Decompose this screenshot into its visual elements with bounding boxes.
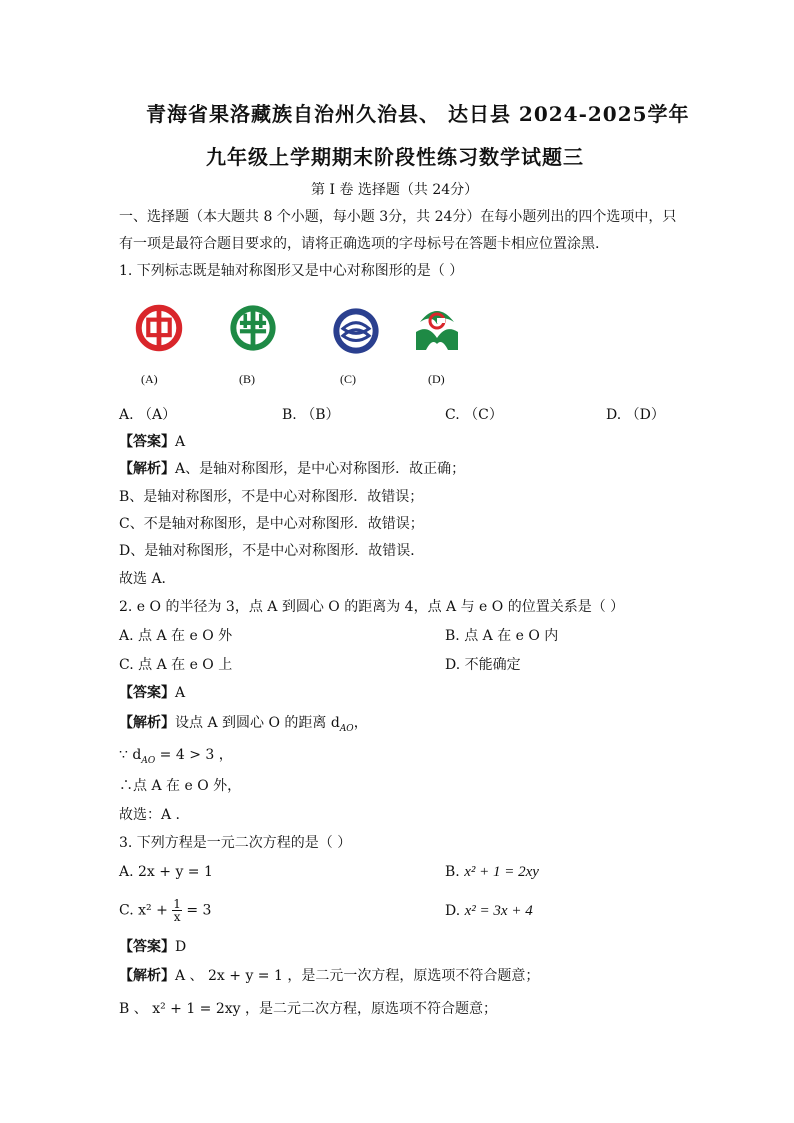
analysis-text-end: ， (353, 715, 368, 731)
q3-option-a: A. 2x + y = 1 (119, 864, 213, 880)
q2-analysis-1 (119, 713, 368, 739)
q2-option-c: C. 点 A 在 e O 上 (119, 657, 233, 673)
rural-credit-logo-icon (412, 302, 462, 352)
q2-conclusion: 故选：A . (119, 807, 181, 823)
q2-answer (119, 683, 185, 703)
question-3-stem: 3. 下列方程是一元二次方程的是（ ） (119, 835, 352, 851)
agricultural-bank-logo-icon (228, 303, 278, 353)
q3-option-c (119, 898, 211, 923)
q2-analysis-2 (119, 745, 233, 771)
fraction-numerator: 1 (173, 897, 181, 911)
q1-option-b: B. （B） (282, 407, 340, 423)
answer-label: 【答案】 (119, 685, 175, 701)
logo-caption-a: (A) (141, 372, 158, 386)
q2-option-a: A. 点 A 在 e O 外 (119, 628, 233, 644)
exam-title-line2: 九年级上学期期末阶段性练习数学试题三 (206, 145, 584, 169)
logo-caption-d: (D) (428, 372, 445, 386)
option-end: = 3 (181, 902, 212, 919)
q1-analysis-3: C、不是轴对称图形，是中心对称图形．故错误； (119, 516, 424, 532)
bank-of-china-logo-icon (134, 303, 184, 353)
fraction-denominator: x (173, 910, 181, 924)
q1-conclusion: 故选 A． (119, 571, 176, 587)
answer-value: D (175, 939, 187, 955)
subscript: AO (141, 755, 156, 766)
q1-analysis-2: B、是轴对称图形，不是中心对称图形．故错误； (119, 489, 424, 505)
analysis-text: A 、 2x + y = 1 ，是二元一次方程，原选项不符合题意； (175, 968, 540, 984)
fraction (172, 898, 182, 923)
china-mobile-logo-icon (331, 306, 381, 356)
option-label: C. x² + (119, 902, 168, 919)
q3-option-b (445, 862, 539, 882)
q3-analysis-a (119, 966, 539, 986)
exam-title-line1: 青海省果洛藏族自治州久治县、 达日县 2024-2025学年 (146, 102, 690, 126)
answer-label: 【答案】 (119, 434, 175, 450)
analysis-text: 设点 A 到圆心 O 的距离 d (175, 715, 340, 731)
option-label: D. (445, 903, 465, 919)
option-math: x² + 1 = 2xy (464, 864, 539, 880)
analysis-label: 【解析】 (119, 461, 175, 477)
q1-analysis-1 (119, 459, 465, 479)
instructions-line2: 有一项是最符合题目要求的，请将正确选项的字母标号在答题卡相应位置涂黑. (119, 236, 600, 252)
analysis-label: 【解析】 (119, 715, 175, 731)
q1-option-a: A. （A） (119, 407, 177, 423)
logo-caption-c: (C) (340, 372, 356, 386)
q3-analysis-b: B 、 x² + 1 = 2xy ，是二元二次方程，原选项不符合题意； (119, 1001, 498, 1017)
q1-analysis-4: D、是轴对称图形，不是中心对称图形．故错误． (119, 543, 425, 559)
q3-answer (119, 937, 186, 957)
logo-caption-b: (B) (239, 372, 255, 386)
option-math: x² = 3x + 4 (464, 903, 533, 919)
q3-option-d (445, 901, 533, 921)
q2-analysis-3: ∴点 A 在 e O 外， (119, 778, 242, 794)
analysis-label: 【解析】 (119, 968, 175, 984)
subscript: AO (339, 723, 354, 734)
option-label: B. (445, 864, 465, 880)
answer-label: 【答案】 (119, 939, 175, 955)
q1-answer (119, 432, 185, 452)
because-text-end: = 4 > 3 ， (155, 747, 233, 763)
question-2-stem: 2. e O 的半径为 3，点 A 到圆心 O 的距离为 4，点 A 与 e O 的位置关系是（ ） (119, 599, 625, 615)
because-text: ∵ d (119, 747, 142, 763)
section-heading: 第 I 卷 选择题（共 24分） (311, 182, 479, 198)
answer-value: A (175, 685, 186, 701)
q2-option-d: D. 不能确定 (445, 657, 521, 673)
answer-value: A (175, 434, 186, 450)
question-1-stem: 1. 下列标志既是轴对称图形又是中心对称图形的是（ ） (119, 263, 464, 279)
q2-option-b: B. 点 A 在 e O 内 (445, 628, 559, 644)
instructions-line1: 一、选择题（本大题共 8 个小题，每小题 3分，共 24分）在每小题列出的四个选项中，只 (119, 209, 677, 225)
q1-option-d: D. （D） (606, 407, 665, 423)
q1-option-c: C. （C） (445, 407, 503, 423)
analysis-text: A、是轴对称图形，是中心对称图形．故正确； (175, 461, 466, 477)
